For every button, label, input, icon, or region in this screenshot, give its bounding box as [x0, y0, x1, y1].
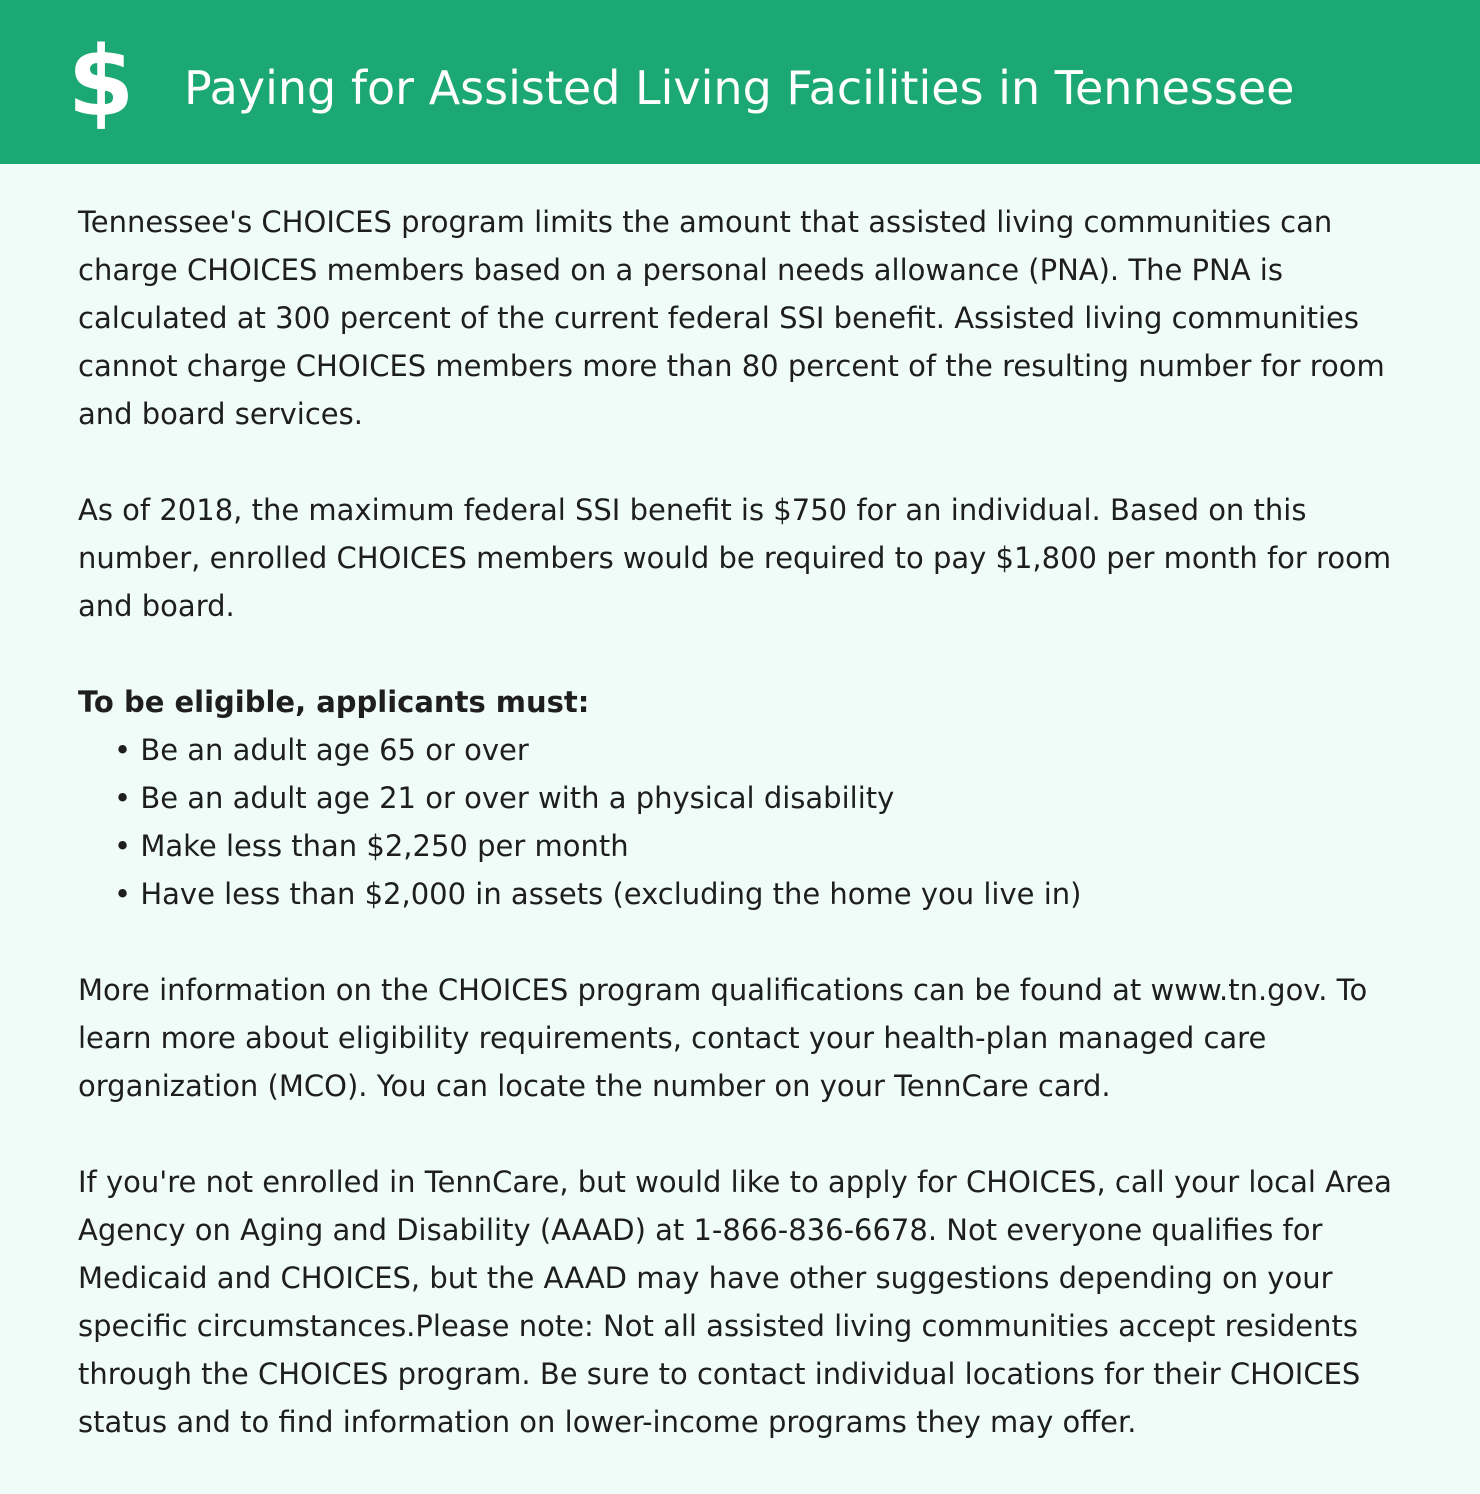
eligibility-list	[78, 726, 1418, 918]
paragraph-more-info: More information on the CHOICES program qualifications can be found at www.tn.gov. To learn more about eligibility requirements, contact your health-plan managed care organization (MCO). You can locate the number on your TennCare card.	[78, 973, 1368, 1103]
paragraph-ssi-benefit: As of 2018, the maximum federal SSI benefit is $750 for an individual. Based on this number, enrolled CHOICES members would be required to pay $1,800 per month for room and board.	[78, 493, 1392, 623]
list-item: • Have less than $2,000 in assets (excluding the home you live in)	[114, 870, 1418, 918]
list-item: • Make less than $2,250 per month	[114, 822, 1418, 870]
page-title: Paying for Assisted Living Facilities in Tennessee	[184, 61, 1295, 115]
header-banner	[0, 0, 1480, 164]
list-item: • Be an adult age 21 or over with a physical disability	[114, 774, 1418, 822]
main-content	[78, 198, 1418, 1494]
dollar-sign-icon: $	[67, 26, 135, 138]
eligibility-heading: To be eligible, applicants must:	[78, 685, 590, 719]
list-item: • Be an adult age 65 or over	[114, 726, 1418, 774]
paragraph-tenncare: If you're not enrolled in TennCare, but would like to apply for CHOICES, call your local Area Agency on Aging and Disability (AAAD) at 1-866-836-6678. Not everyone qualifies for Medicaid and CHOICES, but the AAAD may have other suggestions depending on your specific circumstances.Please note: Not all assisted living communities accept residents through the CHOICES program. Be sure to contact individual locations for their CHOICES status and to find information on lower-income programs they may offer.	[78, 1165, 1392, 1439]
paragraph-pna: Tennessee's CHOICES program limits the amount that assisted living communities can charge CHOICES members based on a personal needs allowance (PNA). The PNA is calculated at 300 percent of the current federal SSI benefit. Assisted living communities cannot charge CHOICES members more than 80 percent of the resulting number for room and board services.	[78, 205, 1385, 431]
